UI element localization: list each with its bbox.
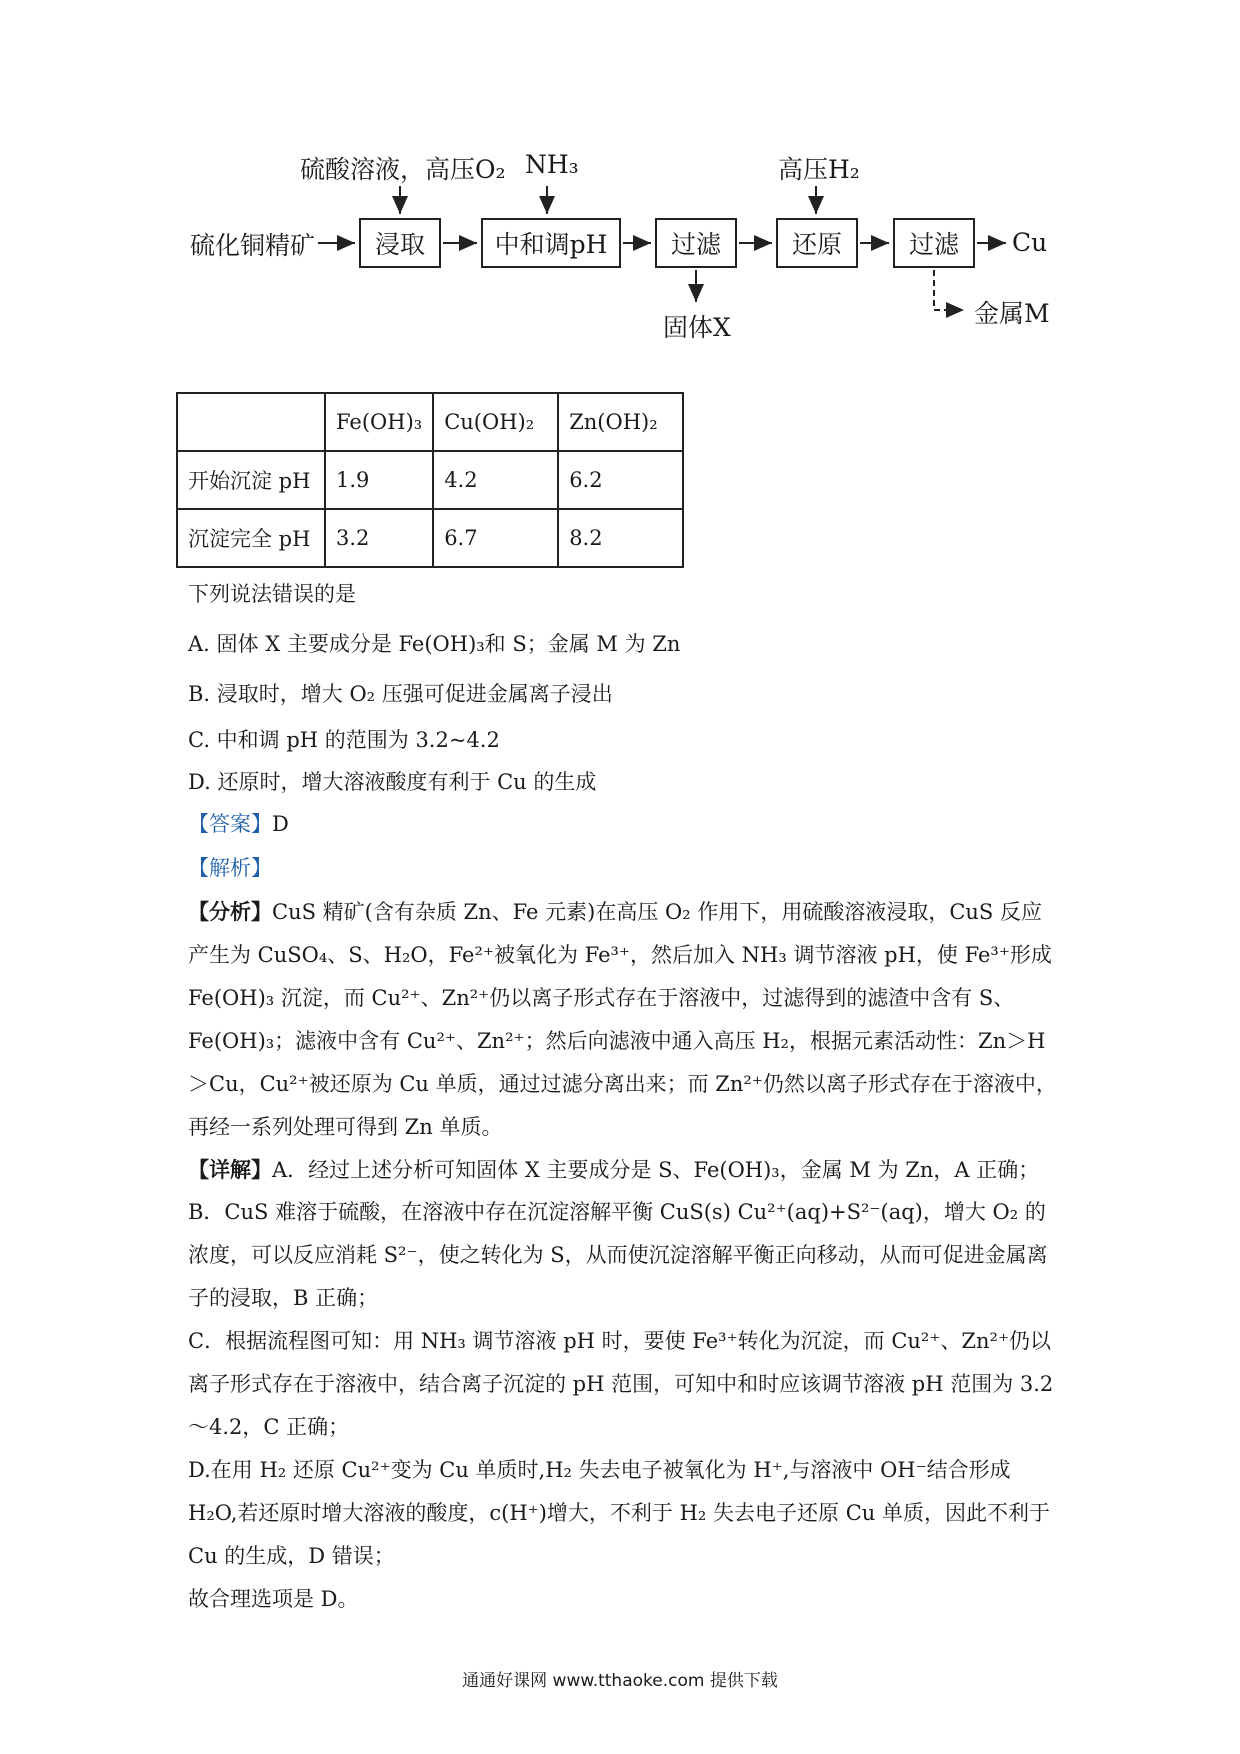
flow-step-leach: 浸取	[359, 218, 441, 268]
table-cell: 3.2	[325, 509, 433, 567]
flow-metal-m: 金属M	[974, 299, 1050, 328]
flow-reagent-3: 高压H₂	[778, 155, 860, 184]
fenxi-label: 【分析】	[188, 899, 272, 924]
fenxi-text: CuS 精矿(含有杂质 Zn、Fe 元素)在高压 O₂ 作用下，用硫酸溶液浸取，CuS 反应产生为 CuSO₄、S、H₂O，Fe²⁺被氧化为 Fe³⁺，然后加入 NH₃ 调节溶液 pH，使 Fe³⁺形成 Fe(OH)₃ 沉淀，而 Cu²⁺、Zn²⁺仍以离子形式存在于溶液中，过滤得到的滤渣中含有 S、Fe(OH)₃；滤液中含有 Cu²⁺、Zn²⁺；然后向滤液中通入高压 H₂，根据元素活动性：Zn＞H＞Cu，Cu²⁺被还原为 Cu 单质，通过过滤分离出来；而 Zn²⁺仍然以离子形式存在于溶液中，再经一系列处理可得到 Zn 单质。	[188, 900, 1057, 1139]
table-cell: 1.9	[325, 451, 433, 509]
option-b: B. 浸取时，增大 O₂ 压强可促进金属离子浸出	[188, 682, 613, 706]
flow-solid-x: 固体X	[663, 313, 731, 342]
table-header-cell: Zn(OH)₂	[558, 393, 683, 451]
table-cell: 开始沉淀 pH	[177, 451, 325, 509]
table-header-cell	[177, 393, 325, 451]
table-cell: 4.2	[433, 451, 558, 509]
question-stem: 下列说法错误的是	[188, 582, 356, 606]
flow-reagent-2: NH₃	[525, 150, 579, 179]
flow-step-neutralize: 中和调pH	[481, 218, 621, 268]
flow-step-filter-2: 过滤	[893, 218, 975, 268]
detail-paragraph-a	[188, 1148, 1060, 1192]
answer-label: 【答案】	[188, 812, 272, 836]
table-row	[177, 451, 683, 509]
option-a: A. 固体 X 主要成分是 Fe(OH)₃和 S；金属 M 为 Zn	[188, 632, 681, 656]
xiangjie-a: A．经过上述分析可知固体 X 主要成分是 S、Fe(OH)₃，金属 M 为 Zn，A 正确；	[272, 1158, 1040, 1182]
answer-value: D	[272, 812, 289, 836]
flow-raw-material: 硫化铜精矿	[190, 231, 316, 260]
detail-paragraph-b: B．CuS 难溶于硫酸，在溶液中存在沉淀溶解平衡 CuS(s) Cu²⁺(aq)+S²⁻(aq)，增大 O₂ 的浓度，可以反应消耗 S²⁻，使之转化为 S，从而使沉淀溶解平衡正向移动，从而可促进金属离子的浸取，B 正确；	[188, 1200, 1048, 1310]
table-header-cell: Fe(OH)₃	[325, 393, 433, 451]
flow-reagent-1: 硫酸溶液，高压O₂	[300, 155, 506, 184]
analysis-label: 【解析】	[188, 856, 272, 880]
flow-arrows	[0, 0, 1240, 360]
flow-step-reduce: 还原	[776, 218, 858, 268]
detail-paragraph-c: C．根据流程图可知：用 NH₃ 调节溶液 pH 时，要使 Fe³⁺转化为沉淀，而 Cu²⁺、Zn²⁺仍以离子形式存在于溶液中，结合离子沉淀的 pH 范围，可知中和时应该调节溶液 pH 范围为 3.2～4.2，C 正确；	[188, 1329, 1054, 1439]
flow-product-cu: Cu	[1012, 228, 1048, 257]
conclusion: 故合理选项是 D。	[188, 1587, 359, 1611]
option-d: D. 还原时，增大溶液酸度有利于 Cu 的生成	[188, 770, 597, 794]
xiangjie-label: 【详解】	[188, 1157, 272, 1182]
table-cell: 6.7	[433, 509, 558, 567]
table-row	[177, 509, 683, 567]
precipitation-ph-table	[176, 392, 684, 568]
table-cell: 8.2	[558, 509, 683, 567]
table-header-cell: Cu(OH)₂	[433, 393, 558, 451]
table-header-row	[177, 393, 683, 451]
detail-paragraph-d: D.在用 H₂ 还原 Cu²⁺变为 Cu 单质时,H₂ 失去电子被氧化为 H⁺,与溶液中 OH⁻结合形成 H₂O,若还原时增大溶液的酸度，c(H⁺)增大，不利于 H₂ 失去电子还原 Cu 单质，因此不利于 Cu 的生成，D 错误；	[188, 1458, 1050, 1568]
table-cell: 沉淀完全 pH	[177, 509, 325, 567]
table-cell: 6.2	[558, 451, 683, 509]
answer-line	[188, 808, 289, 838]
analysis-paragraph	[188, 890, 1060, 1149]
analysis-heading	[188, 852, 272, 882]
flow-step-filter-1: 过滤	[655, 218, 737, 268]
option-c: C. 中和调 pH 的范围为 3.2~4.2	[188, 728, 500, 752]
page-footer: 通通好课网 www.tthaoke.com 提供下载	[462, 1671, 778, 1691]
